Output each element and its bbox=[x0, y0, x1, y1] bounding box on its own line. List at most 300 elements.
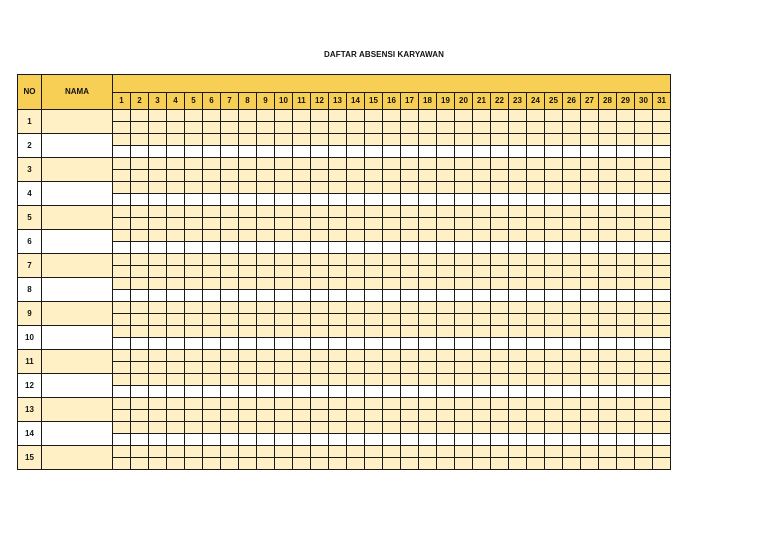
attendance-cell[interactable] bbox=[239, 338, 257, 350]
attendance-cell[interactable] bbox=[455, 146, 473, 158]
attendance-cell[interactable] bbox=[455, 350, 473, 362]
attendance-cell[interactable] bbox=[293, 278, 311, 290]
attendance-cell[interactable] bbox=[455, 302, 473, 314]
attendance-cell[interactable] bbox=[437, 218, 455, 230]
attendance-cell[interactable] bbox=[563, 146, 581, 158]
attendance-cell[interactable] bbox=[329, 194, 347, 206]
attendance-cell[interactable] bbox=[311, 434, 329, 446]
attendance-cell[interactable] bbox=[131, 398, 149, 410]
attendance-cell[interactable] bbox=[581, 410, 599, 422]
attendance-cell[interactable] bbox=[599, 458, 617, 470]
attendance-cell[interactable] bbox=[293, 134, 311, 146]
attendance-cell[interactable] bbox=[221, 266, 239, 278]
attendance-cell[interactable] bbox=[239, 242, 257, 254]
attendance-cell[interactable] bbox=[329, 434, 347, 446]
attendance-cell[interactable] bbox=[185, 362, 203, 374]
attendance-cell[interactable] bbox=[563, 110, 581, 122]
attendance-cell[interactable] bbox=[491, 446, 509, 458]
attendance-cell[interactable] bbox=[437, 134, 455, 146]
attendance-cell[interactable] bbox=[365, 146, 383, 158]
attendance-cell[interactable] bbox=[419, 410, 437, 422]
attendance-cell[interactable] bbox=[149, 338, 167, 350]
attendance-cell[interactable] bbox=[653, 350, 671, 362]
attendance-cell[interactable] bbox=[473, 194, 491, 206]
attendance-cell[interactable] bbox=[257, 122, 275, 134]
attendance-cell[interactable] bbox=[581, 218, 599, 230]
attendance-cell[interactable] bbox=[617, 146, 635, 158]
attendance-cell[interactable] bbox=[527, 242, 545, 254]
attendance-cell[interactable] bbox=[581, 182, 599, 194]
attendance-cell[interactable] bbox=[365, 158, 383, 170]
attendance-cell[interactable] bbox=[527, 422, 545, 434]
attendance-cell[interactable] bbox=[275, 434, 293, 446]
attendance-cell[interactable] bbox=[347, 158, 365, 170]
attendance-cell[interactable] bbox=[419, 422, 437, 434]
attendance-cell[interactable] bbox=[131, 278, 149, 290]
attendance-cell[interactable] bbox=[599, 194, 617, 206]
attendance-cell[interactable] bbox=[131, 422, 149, 434]
attendance-cell[interactable] bbox=[527, 206, 545, 218]
attendance-cell[interactable] bbox=[419, 350, 437, 362]
attendance-cell[interactable] bbox=[131, 170, 149, 182]
attendance-cell[interactable] bbox=[491, 398, 509, 410]
attendance-cell[interactable] bbox=[473, 242, 491, 254]
attendance-cell[interactable] bbox=[365, 170, 383, 182]
attendance-cell[interactable] bbox=[491, 146, 509, 158]
attendance-cell[interactable] bbox=[473, 386, 491, 398]
attendance-cell[interactable] bbox=[275, 362, 293, 374]
attendance-cell[interactable] bbox=[599, 254, 617, 266]
attendance-cell[interactable] bbox=[491, 422, 509, 434]
attendance-cell[interactable] bbox=[311, 362, 329, 374]
attendance-cell[interactable] bbox=[563, 242, 581, 254]
attendance-cell[interactable] bbox=[437, 326, 455, 338]
attendance-cell[interactable] bbox=[527, 266, 545, 278]
attendance-cell[interactable] bbox=[329, 158, 347, 170]
attendance-cell[interactable] bbox=[653, 170, 671, 182]
attendance-cell[interactable] bbox=[221, 458, 239, 470]
attendance-cell[interactable] bbox=[167, 434, 185, 446]
attendance-cell[interactable] bbox=[599, 122, 617, 134]
attendance-cell[interactable] bbox=[401, 314, 419, 326]
attendance-cell[interactable] bbox=[401, 362, 419, 374]
attendance-cell[interactable] bbox=[455, 410, 473, 422]
attendance-cell[interactable] bbox=[131, 314, 149, 326]
attendance-cell[interactable] bbox=[293, 362, 311, 374]
attendance-cell[interactable] bbox=[257, 194, 275, 206]
attendance-cell[interactable] bbox=[221, 302, 239, 314]
attendance-cell[interactable] bbox=[491, 218, 509, 230]
attendance-cell[interactable] bbox=[617, 434, 635, 446]
attendance-cell[interactable] bbox=[167, 158, 185, 170]
attendance-cell[interactable] bbox=[401, 458, 419, 470]
attendance-cell[interactable] bbox=[131, 326, 149, 338]
attendance-cell[interactable] bbox=[131, 206, 149, 218]
attendance-cell[interactable] bbox=[221, 242, 239, 254]
attendance-cell[interactable] bbox=[275, 410, 293, 422]
attendance-cell[interactable] bbox=[617, 134, 635, 146]
attendance-cell[interactable] bbox=[383, 230, 401, 242]
attendance-cell[interactable] bbox=[419, 338, 437, 350]
name-cell[interactable] bbox=[42, 182, 113, 206]
attendance-cell[interactable] bbox=[401, 182, 419, 194]
attendance-cell[interactable] bbox=[509, 362, 527, 374]
attendance-cell[interactable] bbox=[617, 254, 635, 266]
attendance-cell[interactable] bbox=[563, 134, 581, 146]
attendance-cell[interactable] bbox=[401, 446, 419, 458]
attendance-cell[interactable] bbox=[419, 386, 437, 398]
name-cell[interactable] bbox=[42, 134, 113, 158]
attendance-cell[interactable] bbox=[527, 278, 545, 290]
attendance-cell[interactable] bbox=[347, 326, 365, 338]
attendance-cell[interactable] bbox=[365, 350, 383, 362]
attendance-cell[interactable] bbox=[311, 278, 329, 290]
attendance-cell[interactable] bbox=[167, 110, 185, 122]
attendance-cell[interactable] bbox=[131, 362, 149, 374]
attendance-cell[interactable] bbox=[401, 134, 419, 146]
attendance-cell[interactable] bbox=[635, 302, 653, 314]
attendance-cell[interactable] bbox=[257, 170, 275, 182]
attendance-cell[interactable] bbox=[149, 314, 167, 326]
attendance-cell[interactable] bbox=[545, 326, 563, 338]
attendance-cell[interactable] bbox=[509, 230, 527, 242]
attendance-cell[interactable] bbox=[653, 230, 671, 242]
attendance-cell[interactable] bbox=[167, 182, 185, 194]
name-cell[interactable] bbox=[42, 398, 113, 422]
attendance-cell[interactable] bbox=[185, 422, 203, 434]
attendance-cell[interactable] bbox=[131, 110, 149, 122]
attendance-cell[interactable] bbox=[599, 362, 617, 374]
attendance-cell[interactable] bbox=[185, 170, 203, 182]
attendance-cell[interactable] bbox=[437, 302, 455, 314]
attendance-cell[interactable] bbox=[221, 398, 239, 410]
attendance-cell[interactable] bbox=[635, 314, 653, 326]
attendance-cell[interactable] bbox=[563, 338, 581, 350]
attendance-cell[interactable] bbox=[365, 278, 383, 290]
attendance-cell[interactable] bbox=[257, 254, 275, 266]
attendance-cell[interactable] bbox=[221, 122, 239, 134]
attendance-cell[interactable] bbox=[203, 458, 221, 470]
attendance-cell[interactable] bbox=[563, 422, 581, 434]
attendance-cell[interactable] bbox=[419, 158, 437, 170]
attendance-cell[interactable] bbox=[491, 194, 509, 206]
name-cell[interactable] bbox=[42, 110, 113, 134]
attendance-cell[interactable] bbox=[221, 158, 239, 170]
attendance-cell[interactable] bbox=[275, 134, 293, 146]
attendance-cell[interactable] bbox=[437, 146, 455, 158]
name-cell[interactable] bbox=[42, 350, 113, 374]
attendance-cell[interactable] bbox=[383, 338, 401, 350]
attendance-cell[interactable] bbox=[401, 386, 419, 398]
attendance-cell[interactable] bbox=[599, 158, 617, 170]
attendance-cell[interactable] bbox=[437, 158, 455, 170]
attendance-cell[interactable] bbox=[437, 230, 455, 242]
attendance-cell[interactable] bbox=[527, 398, 545, 410]
attendance-cell[interactable] bbox=[365, 446, 383, 458]
attendance-cell[interactable] bbox=[311, 266, 329, 278]
attendance-cell[interactable] bbox=[149, 230, 167, 242]
attendance-cell[interactable] bbox=[419, 218, 437, 230]
attendance-cell[interactable] bbox=[653, 446, 671, 458]
name-cell[interactable] bbox=[42, 302, 113, 326]
attendance-cell[interactable] bbox=[455, 338, 473, 350]
attendance-cell[interactable] bbox=[311, 194, 329, 206]
attendance-cell[interactable] bbox=[113, 158, 131, 170]
attendance-cell[interactable] bbox=[545, 350, 563, 362]
attendance-cell[interactable] bbox=[185, 242, 203, 254]
attendance-cell[interactable] bbox=[293, 446, 311, 458]
attendance-cell[interactable] bbox=[203, 146, 221, 158]
attendance-cell[interactable] bbox=[365, 314, 383, 326]
attendance-cell[interactable] bbox=[455, 290, 473, 302]
attendance-cell[interactable] bbox=[599, 302, 617, 314]
attendance-cell[interactable] bbox=[419, 290, 437, 302]
attendance-cell[interactable] bbox=[599, 170, 617, 182]
attendance-cell[interactable] bbox=[401, 434, 419, 446]
attendance-cell[interactable] bbox=[347, 410, 365, 422]
attendance-cell[interactable] bbox=[383, 398, 401, 410]
attendance-cell[interactable] bbox=[311, 314, 329, 326]
attendance-cell[interactable] bbox=[365, 326, 383, 338]
attendance-cell[interactable] bbox=[275, 218, 293, 230]
attendance-cell[interactable] bbox=[203, 158, 221, 170]
attendance-cell[interactable] bbox=[509, 278, 527, 290]
attendance-cell[interactable] bbox=[383, 134, 401, 146]
attendance-cell[interactable] bbox=[563, 122, 581, 134]
attendance-cell[interactable] bbox=[257, 398, 275, 410]
attendance-cell[interactable] bbox=[275, 458, 293, 470]
attendance-cell[interactable] bbox=[581, 398, 599, 410]
attendance-cell[interactable] bbox=[293, 398, 311, 410]
attendance-cell[interactable] bbox=[203, 398, 221, 410]
attendance-cell[interactable] bbox=[149, 170, 167, 182]
attendance-cell[interactable] bbox=[545, 218, 563, 230]
attendance-cell[interactable] bbox=[311, 338, 329, 350]
attendance-cell[interactable] bbox=[653, 422, 671, 434]
attendance-cell[interactable] bbox=[581, 194, 599, 206]
attendance-cell[interactable] bbox=[347, 182, 365, 194]
attendance-cell[interactable] bbox=[437, 182, 455, 194]
attendance-cell[interactable] bbox=[455, 194, 473, 206]
attendance-cell[interactable] bbox=[275, 374, 293, 386]
attendance-cell[interactable] bbox=[203, 290, 221, 302]
attendance-cell[interactable] bbox=[257, 182, 275, 194]
attendance-cell[interactable] bbox=[113, 326, 131, 338]
attendance-cell[interactable] bbox=[653, 110, 671, 122]
attendance-cell[interactable] bbox=[347, 230, 365, 242]
attendance-cell[interactable] bbox=[239, 170, 257, 182]
attendance-cell[interactable] bbox=[455, 278, 473, 290]
attendance-cell[interactable] bbox=[455, 206, 473, 218]
attendance-cell[interactable] bbox=[383, 386, 401, 398]
attendance-cell[interactable] bbox=[419, 362, 437, 374]
attendance-cell[interactable] bbox=[491, 254, 509, 266]
attendance-cell[interactable] bbox=[599, 218, 617, 230]
attendance-cell[interactable] bbox=[545, 458, 563, 470]
attendance-cell[interactable] bbox=[257, 386, 275, 398]
attendance-cell[interactable] bbox=[347, 194, 365, 206]
attendance-cell[interactable] bbox=[203, 422, 221, 434]
attendance-cell[interactable] bbox=[167, 254, 185, 266]
attendance-cell[interactable] bbox=[491, 326, 509, 338]
attendance-cell[interactable] bbox=[581, 422, 599, 434]
attendance-cell[interactable] bbox=[599, 110, 617, 122]
attendance-cell[interactable] bbox=[527, 326, 545, 338]
attendance-cell[interactable] bbox=[167, 362, 185, 374]
attendance-cell[interactable] bbox=[149, 458, 167, 470]
attendance-cell[interactable] bbox=[311, 218, 329, 230]
attendance-cell[interactable] bbox=[383, 422, 401, 434]
attendance-cell[interactable] bbox=[311, 230, 329, 242]
attendance-cell[interactable] bbox=[599, 350, 617, 362]
attendance-cell[interactable] bbox=[599, 230, 617, 242]
attendance-cell[interactable] bbox=[473, 326, 491, 338]
attendance-cell[interactable] bbox=[149, 326, 167, 338]
attendance-cell[interactable] bbox=[473, 218, 491, 230]
attendance-cell[interactable] bbox=[635, 434, 653, 446]
attendance-cell[interactable] bbox=[239, 386, 257, 398]
attendance-cell[interactable] bbox=[473, 278, 491, 290]
attendance-cell[interactable] bbox=[383, 350, 401, 362]
attendance-cell[interactable] bbox=[401, 230, 419, 242]
attendance-cell[interactable] bbox=[437, 398, 455, 410]
attendance-cell[interactable] bbox=[563, 410, 581, 422]
attendance-cell[interactable] bbox=[473, 134, 491, 146]
attendance-cell[interactable] bbox=[545, 422, 563, 434]
attendance-cell[interactable] bbox=[653, 146, 671, 158]
attendance-cell[interactable] bbox=[203, 374, 221, 386]
attendance-cell[interactable] bbox=[203, 266, 221, 278]
attendance-cell[interactable] bbox=[491, 458, 509, 470]
attendance-cell[interactable] bbox=[113, 278, 131, 290]
attendance-cell[interactable] bbox=[113, 314, 131, 326]
attendance-cell[interactable] bbox=[149, 146, 167, 158]
attendance-cell[interactable] bbox=[293, 422, 311, 434]
attendance-cell[interactable] bbox=[239, 434, 257, 446]
attendance-cell[interactable] bbox=[329, 206, 347, 218]
attendance-cell[interactable] bbox=[257, 458, 275, 470]
attendance-cell[interactable] bbox=[221, 446, 239, 458]
attendance-cell[interactable] bbox=[365, 230, 383, 242]
attendance-cell[interactable] bbox=[653, 398, 671, 410]
attendance-cell[interactable] bbox=[455, 218, 473, 230]
attendance-cell[interactable] bbox=[347, 122, 365, 134]
attendance-cell[interactable] bbox=[635, 158, 653, 170]
attendance-cell[interactable] bbox=[329, 266, 347, 278]
attendance-cell[interactable] bbox=[545, 398, 563, 410]
attendance-cell[interactable] bbox=[383, 374, 401, 386]
attendance-cell[interactable] bbox=[383, 146, 401, 158]
attendance-cell[interactable] bbox=[509, 266, 527, 278]
attendance-cell[interactable] bbox=[617, 110, 635, 122]
attendance-cell[interactable] bbox=[293, 230, 311, 242]
attendance-cell[interactable] bbox=[581, 158, 599, 170]
attendance-cell[interactable] bbox=[365, 254, 383, 266]
attendance-cell[interactable] bbox=[653, 182, 671, 194]
attendance-cell[interactable] bbox=[149, 374, 167, 386]
attendance-cell[interactable] bbox=[563, 266, 581, 278]
attendance-cell[interactable] bbox=[617, 458, 635, 470]
attendance-cell[interactable] bbox=[563, 350, 581, 362]
attendance-cell[interactable] bbox=[221, 110, 239, 122]
attendance-cell[interactable] bbox=[617, 374, 635, 386]
attendance-cell[interactable] bbox=[149, 242, 167, 254]
attendance-cell[interactable] bbox=[455, 254, 473, 266]
attendance-cell[interactable] bbox=[581, 362, 599, 374]
attendance-cell[interactable] bbox=[293, 218, 311, 230]
attendance-cell[interactable] bbox=[203, 242, 221, 254]
attendance-cell[interactable] bbox=[131, 266, 149, 278]
attendance-cell[interactable] bbox=[149, 446, 167, 458]
attendance-cell[interactable] bbox=[239, 254, 257, 266]
attendance-cell[interactable] bbox=[311, 110, 329, 122]
attendance-cell[interactable] bbox=[257, 158, 275, 170]
attendance-cell[interactable] bbox=[185, 158, 203, 170]
attendance-cell[interactable] bbox=[509, 206, 527, 218]
attendance-cell[interactable] bbox=[509, 314, 527, 326]
attendance-cell[interactable] bbox=[509, 110, 527, 122]
attendance-cell[interactable] bbox=[401, 242, 419, 254]
attendance-cell[interactable] bbox=[131, 254, 149, 266]
attendance-cell[interactable] bbox=[653, 206, 671, 218]
attendance-cell[interactable] bbox=[473, 410, 491, 422]
attendance-cell[interactable] bbox=[257, 206, 275, 218]
attendance-cell[interactable] bbox=[329, 398, 347, 410]
attendance-cell[interactable] bbox=[527, 338, 545, 350]
attendance-cell[interactable] bbox=[167, 422, 185, 434]
attendance-cell[interactable] bbox=[293, 194, 311, 206]
attendance-cell[interactable] bbox=[239, 110, 257, 122]
attendance-cell[interactable] bbox=[383, 410, 401, 422]
attendance-cell[interactable] bbox=[581, 146, 599, 158]
attendance-cell[interactable] bbox=[473, 182, 491, 194]
attendance-cell[interactable] bbox=[419, 374, 437, 386]
attendance-cell[interactable] bbox=[257, 314, 275, 326]
attendance-cell[interactable] bbox=[563, 194, 581, 206]
attendance-cell[interactable] bbox=[239, 194, 257, 206]
attendance-cell[interactable] bbox=[131, 182, 149, 194]
attendance-cell[interactable] bbox=[365, 110, 383, 122]
attendance-cell[interactable] bbox=[113, 362, 131, 374]
attendance-cell[interactable] bbox=[293, 314, 311, 326]
attendance-cell[interactable] bbox=[599, 410, 617, 422]
attendance-cell[interactable] bbox=[185, 290, 203, 302]
attendance-cell[interactable] bbox=[131, 374, 149, 386]
attendance-cell[interactable] bbox=[653, 278, 671, 290]
name-cell[interactable] bbox=[42, 422, 113, 446]
attendance-cell[interactable] bbox=[185, 110, 203, 122]
attendance-cell[interactable] bbox=[293, 434, 311, 446]
attendance-cell[interactable] bbox=[527, 110, 545, 122]
attendance-cell[interactable] bbox=[239, 362, 257, 374]
attendance-cell[interactable] bbox=[581, 242, 599, 254]
attendance-cell[interactable] bbox=[581, 290, 599, 302]
attendance-cell[interactable] bbox=[563, 278, 581, 290]
attendance-cell[interactable] bbox=[401, 158, 419, 170]
attendance-cell[interactable] bbox=[527, 146, 545, 158]
attendance-cell[interactable] bbox=[437, 314, 455, 326]
attendance-cell[interactable] bbox=[617, 386, 635, 398]
attendance-cell[interactable] bbox=[581, 386, 599, 398]
attendance-cell[interactable] bbox=[257, 266, 275, 278]
attendance-cell[interactable] bbox=[131, 446, 149, 458]
attendance-cell[interactable] bbox=[347, 110, 365, 122]
attendance-cell[interactable] bbox=[563, 230, 581, 242]
attendance-cell[interactable] bbox=[563, 302, 581, 314]
attendance-cell[interactable] bbox=[437, 242, 455, 254]
attendance-cell[interactable] bbox=[383, 446, 401, 458]
attendance-cell[interactable] bbox=[131, 338, 149, 350]
